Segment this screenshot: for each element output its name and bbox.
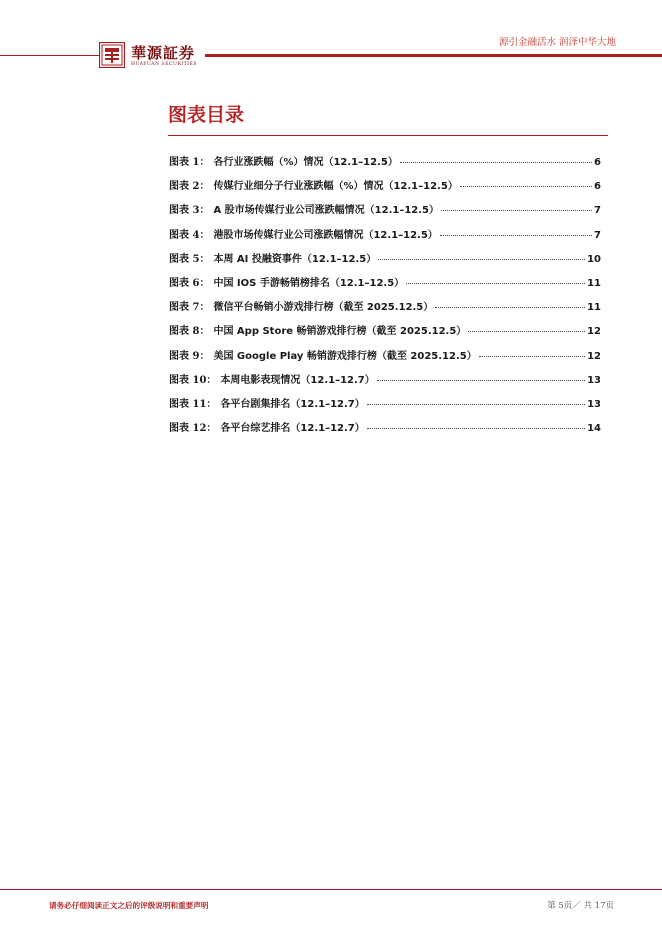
toc-item-text: 美国 Google Play 畅销游戏排行榜（截至 2025.12.5） [213, 350, 477, 362]
toc-leader-dots [377, 380, 585, 381]
toc-item[interactable] [169, 371, 601, 395]
toc-item-label: 图表 11： [169, 398, 217, 410]
footer-disclaimer: 请务必仔细阅读正文之后的评级说明和重要声明 [49, 901, 209, 910]
toc-item-page: 7 [594, 205, 601, 217]
toc-item-page: 13 [587, 374, 601, 386]
toc-item[interactable] [169, 298, 601, 322]
page-header [0, 0, 662, 80]
toc-title: 图表目录 [168, 104, 245, 126]
toc-item-page: 13 [587, 398, 601, 410]
toc-item-label: 图表 6： [169, 277, 210, 289]
toc-item-page: 12 [587, 350, 601, 362]
toc-leader-dots [367, 428, 585, 429]
toc-item-text: 中国 App Store 畅销游戏排行榜（截至 2025.12.5） [213, 326, 467, 338]
toc-item-page: 7 [594, 229, 601, 241]
company-name-en: HUAYUAN SECURITIES [131, 62, 197, 67]
toc-leader-dots [479, 356, 585, 357]
toc-leader-dots [460, 186, 592, 187]
toc-item-page: 6 [594, 181, 601, 193]
toc-leader-dots [406, 283, 585, 284]
toc-item-label: 图表 2： [169, 181, 210, 193]
toc-item-text: 本周 AI 投融资事件（12.1–12.5） [213, 253, 377, 265]
toc-item-text: 中国 IOS 手游畅销榜排名（12.1–12.5） [213, 277, 405, 289]
toc-item-text: 微信平台畅销小游戏排行榜（截至 2025.12.5） [213, 302, 434, 314]
toc-item-page: 12 [587, 326, 601, 338]
toc-item[interactable] [169, 419, 601, 443]
toc-item[interactable] [169, 395, 601, 419]
toc-item-text: 港股市场传媒行业公司涨跌幅情况（12.1–12.5） [213, 229, 438, 241]
toc-item[interactable] [169, 322, 601, 346]
toc-leader-dots [435, 307, 585, 308]
toc-item-label: 图表 9： [169, 350, 210, 362]
toc-item-text: 本周电影表现情况（12.1–12.7） [220, 374, 375, 386]
toc-item-page: 11 [587, 277, 601, 289]
toc-leader-dots [367, 404, 585, 405]
header-slogan: 源引金融活水 润泽中华大地 [498, 37, 616, 48]
toc-leader-dots [400, 162, 592, 163]
toc-item-text: 传媒行业细分子行业涨跌幅（%）情况（12.1–12.5） [213, 181, 458, 193]
toc-item[interactable] [169, 274, 601, 298]
toc-item[interactable] [169, 201, 601, 225]
toc-item-label: 图表 10： [169, 374, 217, 386]
huayuan-logo-icon [99, 42, 125, 68]
toc-item-text: A 股市场传媒行业公司涨跌幅情况（12.1–12.5） [213, 205, 440, 217]
company-name: 華源証券 [131, 44, 196, 62]
footer-divider [0, 889, 662, 890]
toc-item-label: 图表 5： [169, 253, 210, 265]
toc-item-text: 各行业涨跌幅（%）情况（12.1–12.5） [213, 157, 398, 168]
toc-item-page: 11 [587, 302, 601, 314]
toc-item-text: 各平台综艺排名（12.1–12.7） [220, 423, 365, 435]
header-divider-left [0, 55, 99, 56]
toc-item-label: 图表 1： [169, 157, 210, 168]
toc-list [169, 153, 601, 443]
footer-page-info: 第 5页／ 共 17页 [547, 901, 614, 911]
toc-item-label: 图表 4： [169, 229, 210, 241]
header-divider-right [205, 54, 662, 57]
toc-item-label: 图表 12： [169, 423, 217, 435]
toc-leader-dots [468, 331, 585, 332]
toc-item[interactable] [169, 177, 601, 201]
toc-item-label: 图表 7： [169, 302, 210, 314]
toc-item[interactable] [169, 153, 601, 177]
toc-title-underline [168, 135, 608, 136]
toc-item-page: 6 [594, 157, 601, 168]
toc-item-label: 图表 8： [169, 326, 210, 338]
toc-item-text: 各平台剧集排名（12.1–12.7） [220, 398, 365, 410]
toc-item[interactable] [169, 347, 601, 371]
toc-item-page: 10 [587, 253, 601, 265]
toc-item-page: 14 [587, 423, 601, 435]
toc-leader-dots [441, 210, 592, 211]
toc-leader-dots [440, 235, 592, 236]
toc-item[interactable] [169, 226, 601, 250]
toc-item-label: 图表 3： [169, 205, 210, 217]
toc-leader-dots [378, 259, 585, 260]
toc-item[interactable] [169, 250, 601, 274]
